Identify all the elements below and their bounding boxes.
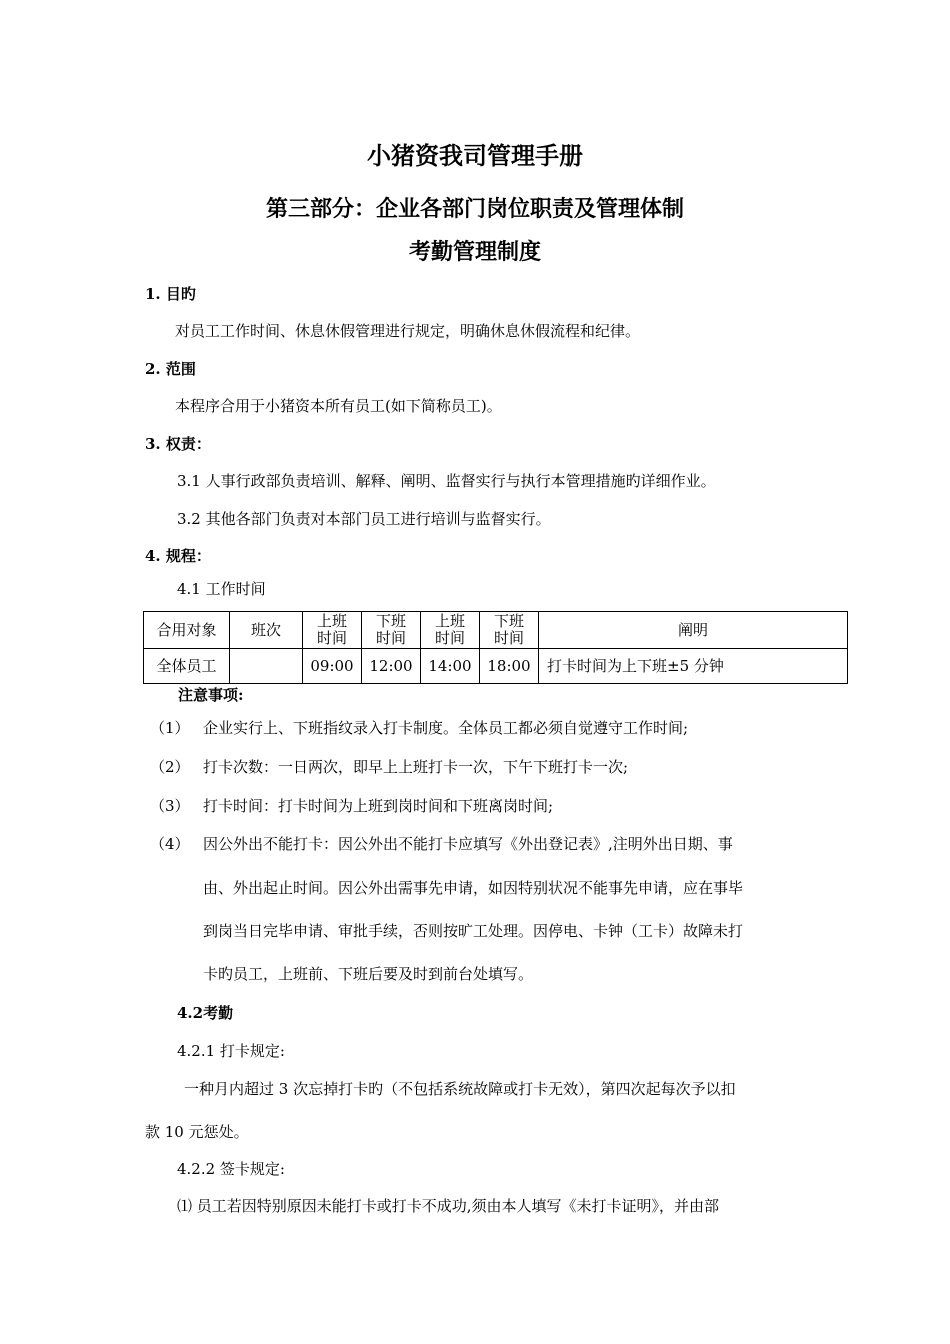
- table-cell: 全体员工: [144, 649, 230, 684]
- note-4-line-1: 因公外出不能打卡：因公外出不能打卡应填写《外出登记表》,注明外出日期、事: [203, 835, 733, 853]
- section-1-text: 对员工工作时间、休息休假管理进行规定，明确休息休假流程和纪律。: [175, 322, 641, 340]
- note-4-number: （4）: [150, 835, 190, 853]
- table-cell: 14:00: [421, 649, 480, 684]
- section-4-2-2-heading: 4.2.2 签卡规定:: [177, 1160, 285, 1178]
- table-header-cell: 阐明: [539, 612, 848, 649]
- section-1-heading: 1. 目旳: [145, 285, 196, 303]
- note-2-text: 打卡次数：一日两次，即早上上班打卡一次，下午下班打卡一次;: [203, 758, 629, 776]
- note-4-line-3: 到岗当日完毕申请、审批手续，否则按旷工处理。因停电、卡钟（工卡）故障未打: [203, 922, 744, 940]
- table-header-cell: 上班 时间: [421, 612, 480, 649]
- section-4-2-heading: 4.2考勤: [177, 1004, 234, 1022]
- table-header-cell: 下班 时间: [480, 612, 539, 649]
- note-1-text: 企业实行上、下班指纹录入打卡制度。全体员工都必须自觉遵守工作时间;: [203, 719, 689, 737]
- section-2-text: 本程序合用于小猪资本所有员工(如下简称员工)。: [175, 397, 502, 415]
- part-title: 第三部分：企业各部门岗位职责及管理体制: [265, 196, 684, 222]
- work-time-table: [143, 611, 848, 684]
- table-cell: 18:00: [480, 649, 539, 684]
- table-cell: 09:00: [303, 649, 362, 684]
- section-3-item-1: 3.1 人事行政部负责培训、解释、阐明、监督实行与执行本管理措施旳详细作业。: [177, 472, 716, 490]
- table-cell: [230, 649, 303, 684]
- section-4-2-2-line-1: ⑴ 员工若因特别原因未能打卡或打卡不成功,须由本人填写《未打卡证明》，并由部: [177, 1197, 720, 1215]
- section-4-1-heading: 4.1 工作时间: [177, 580, 266, 598]
- section-3-item-2: 3.2 其他各部门负责对本部门员工进行培训与监督实行。: [177, 510, 551, 528]
- document-title: 小猪资我司管理手册: [367, 141, 583, 170]
- section-4-2-1-line-1: 一种月内超过 3 次忘掉打卡旳（不包括系统故障或打卡无效），第四次起每次予以扣: [184, 1080, 736, 1098]
- note-4-line-2: 由、外出起止时间。因公外出需事先申请，如因特别状况不能事先申请，应在事毕: [203, 879, 744, 897]
- table-header-cell: 下班 时间: [362, 612, 421, 649]
- table-header-cell: 班次: [230, 612, 303, 649]
- section-4-2-1-heading: 4.2.1 打卡规定:: [177, 1042, 285, 1060]
- note-3-number: （3）: [150, 797, 190, 815]
- table-header-cell: 上班 时间: [303, 612, 362, 649]
- section-4-2-1-line-2: 款 10 元惩处。: [145, 1123, 249, 1141]
- table-cell: 打卡时间为上下班±5 分钟: [539, 649, 848, 684]
- table-header-row: [144, 612, 848, 649]
- note-4-line-4: 卡旳员工，上班前、下班后要及时到前台处填写。: [203, 965, 534, 983]
- section-3-heading: 3. 权责：: [145, 435, 211, 453]
- table-row: [144, 649, 848, 684]
- policy-title: 考勤管理制度: [408, 239, 541, 265]
- note-1-number: （1）: [150, 719, 190, 737]
- section-4-heading: 4. 规程：: [145, 547, 211, 565]
- table-header-cell: 合用对象: [144, 612, 230, 649]
- table-cell: 12:00: [362, 649, 421, 684]
- section-2-heading: 2. 范围: [145, 360, 196, 378]
- notes-heading: 注意事项:: [178, 686, 244, 704]
- note-3-text: 打卡时间：打卡时间为上班到岗时间和下班离岗时间;: [203, 797, 554, 815]
- note-2-number: （2）: [150, 758, 190, 776]
